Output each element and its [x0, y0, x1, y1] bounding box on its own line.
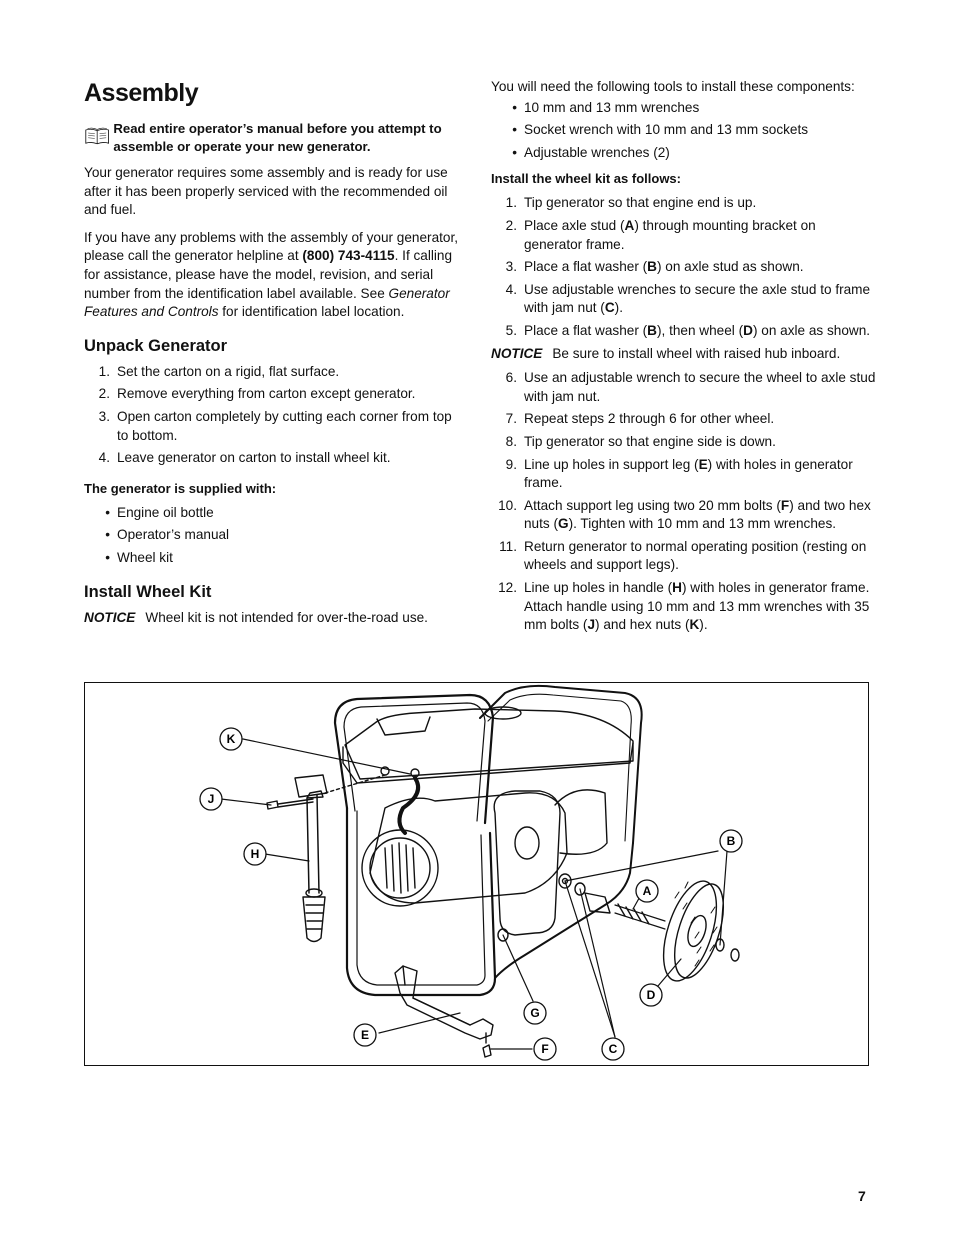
list-item [84, 526, 466, 545]
step-number: 6. [505, 370, 517, 386]
bullet: • [512, 144, 517, 160]
helpline-text-3: for identification label location. [218, 304, 405, 320]
list-item-text: Wheel kit [117, 549, 173, 565]
list-item [491, 322, 876, 341]
bullet: • [105, 549, 110, 565]
step-number: 10. [498, 497, 517, 513]
bullet: • [512, 122, 517, 138]
tools-list [491, 99, 876, 163]
list-item-text: Repeat steps 2 through 6 for other wheel. [524, 411, 775, 427]
helpline-phone: (800) 743-4115 [302, 248, 395, 264]
svg-text:G: G [530, 1006, 540, 1021]
callout-h [244, 843, 266, 865]
assembly-figure [84, 682, 869, 1066]
svg-text:E: E [360, 1028, 370, 1043]
warning-text: Read entire operator’s manual before you attempt to assemble or operate your new generator. [113, 121, 442, 154]
step-number: 9. [505, 456, 517, 472]
list-item [491, 217, 876, 254]
step-number: 4. [505, 281, 517, 297]
step-number: 12. [498, 580, 517, 596]
notice-text: Be sure to install wheel with raised hub inboard. [552, 345, 841, 361]
step-number: 1. [505, 195, 517, 211]
notice-text: Wheel kit is not intended for over-the-road use. [145, 609, 428, 625]
install-steps-list-a [491, 194, 876, 340]
list-item [84, 449, 466, 468]
list-item [491, 369, 876, 406]
step-number: 2. [98, 386, 110, 402]
callout-c [602, 1038, 624, 1060]
right-column [491, 78, 876, 639]
section-reference: Generator Features and Controls [84, 285, 450, 320]
read-manual-warning [84, 120, 466, 155]
svg-text:C: C [608, 1042, 618, 1057]
list-item-text: Leave generator on carton to install wheel kit. [117, 450, 391, 466]
list-item-text: Line up holes in support leg (E) with holes in generator frame. [524, 456, 853, 491]
list-item [491, 433, 876, 452]
list-item [491, 497, 876, 534]
list-item-text: Place a flat washer (B) on axle stud as shown. [524, 259, 804, 275]
list-item-text: Socket wrench with 10 mm and 13 mm sockets [524, 122, 809, 138]
list-item [84, 408, 466, 445]
intro-paragraph: Your generator requires some assembly and is ready for use after it has been properly serviced with the recommended oil and fuel. [84, 165, 448, 218]
list-item-text: Line up holes in handle (H) with holes in generator frame. Attach handle using 10 mm and 13 mm wrenches with 35 mm bolts (J) and hex nuts (K). [524, 580, 870, 633]
list-item-text: Operator’s manual [117, 527, 230, 543]
list-item-text: Remove everything from carton except generator. [117, 386, 416, 402]
notice-label: NOTICE [84, 609, 136, 625]
svg-text:J: J [207, 792, 215, 807]
bullet: • [105, 527, 110, 543]
list-item [84, 549, 466, 568]
list-item-text: Open carton completely by cutting each corner from top to bottom. [117, 408, 452, 443]
helpline-paragraph [84, 229, 466, 322]
svg-text:F: F [541, 1042, 549, 1057]
step-number: 4. [98, 450, 110, 466]
unpack-heading: Unpack Generator [84, 336, 228, 355]
list-item-text: Use adjustable wrenches to secure the axle stud to frame with jam nut (C). [524, 281, 871, 316]
install-steps-list-b [491, 369, 876, 635]
list-item [491, 579, 876, 635]
helpline-text-1: If you have any problems with the assembly of your generator, please call the generator helpline at [84, 229, 459, 264]
step-number: 3. [98, 408, 110, 424]
svg-text:H: H [250, 847, 260, 862]
list-item [84, 504, 466, 523]
tools-intro: You will need the following tools to install these components: [491, 79, 855, 94]
list-item-text: Place a flat washer (B), then wheel (D) on axle as shown. [524, 322, 871, 338]
step-number: 7. [505, 411, 517, 427]
callout-f [534, 1038, 556, 1060]
svg-text:A: A [642, 884, 652, 899]
page-title: Assembly [84, 79, 199, 107]
callout-a [636, 880, 658, 902]
list-item [491, 281, 876, 318]
list-item-text: Adjustable wrenches (2) [524, 144, 670, 160]
list-item-text: Set the carton on a rigid, flat surface. [117, 363, 340, 379]
list-item [491, 144, 876, 163]
list-item-text: Attach support leg using two 20 mm bolts (F) and two hex nuts (G). Tighten with 10 mm and 13 mm wrenches. [524, 497, 871, 532]
callout-d [640, 984, 662, 1006]
list-item [491, 99, 876, 118]
list-item [84, 385, 466, 404]
list-item [491, 410, 876, 429]
list-item-text: 10 mm and 13 mm wrenches [524, 99, 700, 115]
step-number: 3. [505, 259, 517, 275]
open-book-icon [84, 120, 110, 152]
bullet: • [105, 504, 110, 520]
wheel-kit-notice [84, 609, 466, 628]
list-item-text: Tip generator so that engine end is up. [524, 195, 757, 211]
wheel-hub-notice [491, 345, 876, 364]
install-steps-heading: Install the wheel kit as follows: [491, 171, 681, 187]
step-number: 2. [505, 217, 517, 233]
list-item [491, 121, 876, 140]
svg-text:B: B [726, 834, 736, 849]
bullet: • [512, 99, 517, 115]
helpline-text-2: . If calling for assistance, please have the model, revision, and serial number from the identification label available. See [84, 248, 453, 301]
list-item-text: Tip generator so that engine side is down. [524, 433, 776, 449]
left-column [84, 78, 466, 633]
list-item [491, 538, 876, 575]
callout-labels [200, 728, 742, 1060]
list-item-text: Use an adjustable wrench to secure the wheel to axle stud with jam nut. [524, 370, 876, 404]
svg-text:K: K [226, 732, 236, 747]
svg-text:D: D [646, 988, 656, 1003]
list-item [491, 258, 876, 277]
callout-e [354, 1024, 376, 1046]
list-item [491, 194, 876, 213]
list-item [84, 363, 466, 382]
list-item-text: Place axle stud (A) through mounting bracket on generator frame. [524, 217, 816, 252]
list-item [491, 456, 876, 493]
page-number: 7 [858, 1188, 866, 1204]
step-number: 5. [505, 322, 517, 338]
generator-assembly-illustration [85, 683, 870, 1067]
callout-k [220, 728, 242, 750]
install-wheel-kit-heading: Install Wheel Kit [84, 582, 212, 601]
step-number: 8. [505, 433, 517, 449]
callout-g [524, 1002, 546, 1024]
supplied-heading: The generator is supplied with: [84, 480, 277, 496]
supplied-items-list [84, 504, 466, 568]
unpack-steps-list [84, 363, 466, 468]
step-number: 11. [499, 538, 517, 554]
callout-j [200, 788, 222, 810]
callout-b [720, 830, 742, 852]
list-item-text: Return generator to normal operating position (resting on wheels and support legs). [524, 538, 867, 573]
list-item-text: Engine oil bottle [117, 504, 214, 520]
notice-label: NOTICE [491, 345, 543, 361]
step-number: 1. [98, 363, 110, 379]
